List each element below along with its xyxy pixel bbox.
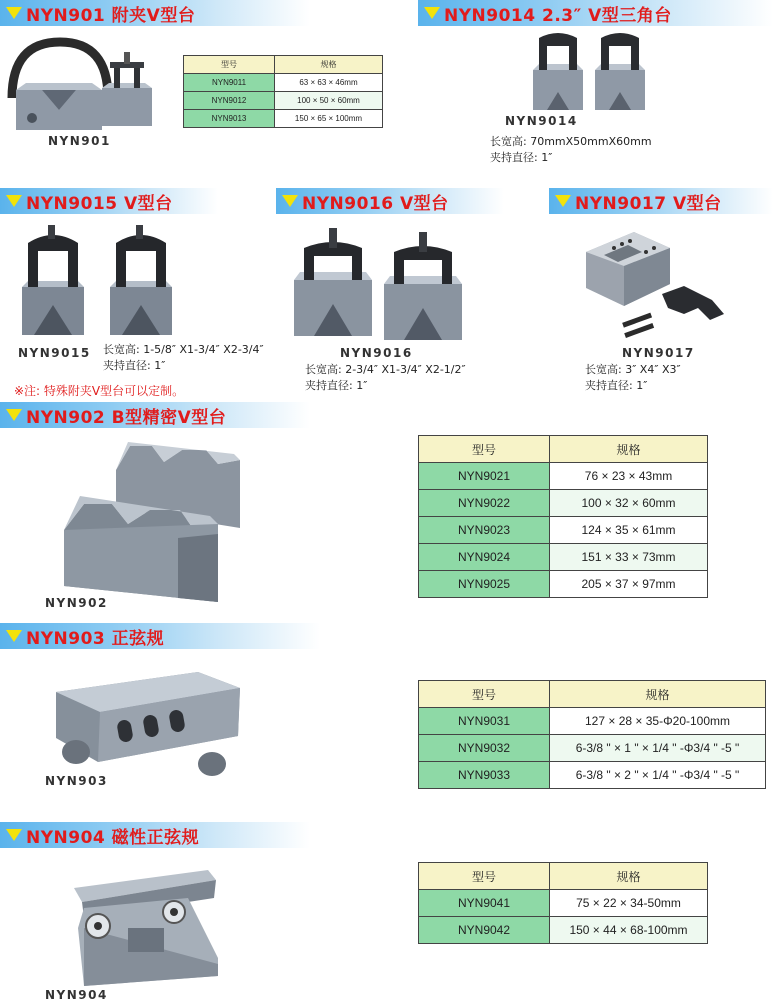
spec-clamp-diameter: 夹持直径: 1″: [585, 379, 648, 392]
product-caption: NYN9014: [505, 114, 578, 128]
triangle-icon: [6, 7, 22, 19]
spec-clamp-diameter: 夹持直径: 1″: [305, 379, 368, 392]
section-title: NYN9016 V型台: [302, 193, 449, 214]
model-cell: NYN9023: [419, 517, 550, 544]
spec-cell: 150 × 65 × 100mm: [275, 110, 383, 128]
product-caption: NYN9016: [340, 346, 413, 360]
spec-table-nyn901: [183, 55, 383, 128]
section-title: NYN9017 V型台: [575, 193, 722, 214]
spec-header: 规格: [275, 56, 383, 74]
model-header: 型号: [419, 681, 550, 708]
section-title: NYN904 磁性正弦规: [26, 827, 200, 848]
table-row: [184, 74, 383, 92]
nyn901-product-image: [2, 38, 162, 133]
spec-text: [490, 134, 652, 166]
model-header: 型号: [419, 863, 550, 890]
spec-cell: 75 × 22 × 34-50mm: [550, 890, 708, 917]
table-row: [419, 762, 766, 789]
table-row: [419, 917, 708, 944]
model-cell: NYN9032: [419, 735, 550, 762]
spec-cell: 150 × 44 × 68-100mm: [550, 917, 708, 944]
table-row: [419, 544, 708, 571]
product-caption: NYN904: [45, 988, 108, 1002]
triangle-icon: [6, 195, 22, 207]
section-header-nyn903: [0, 623, 320, 649]
spec-text: [585, 362, 681, 394]
section-title: NYN9015 V型台: [26, 193, 173, 214]
table-row: [419, 571, 708, 598]
product-caption: NYN9015: [18, 346, 91, 360]
spec-cell: 63 × 63 × 46mm: [275, 74, 383, 92]
spec-table-nyn903: [418, 680, 766, 789]
nyn9014-product-image: [525, 30, 675, 115]
nyn904-product-image: [68, 868, 228, 988]
model-cell: NYN9013: [184, 110, 275, 128]
model-cell: NYN9011: [184, 74, 275, 92]
product-caption: NYN903: [45, 774, 108, 788]
spec-cell: 124 × 35 × 61mm: [550, 517, 708, 544]
table-header-row: [184, 56, 383, 74]
spec-header: 规格: [550, 863, 708, 890]
spec-dimensions: 长宽高: 70mmX50mmX60mm: [490, 135, 652, 148]
model-cell: NYN9022: [419, 490, 550, 517]
table-row: [419, 735, 766, 762]
section-title: NYN903 正弦规: [26, 628, 165, 649]
table-row: [419, 463, 708, 490]
section-header-nyn902: [0, 402, 310, 428]
spec-cell: 205 × 37 × 97mm: [550, 571, 708, 598]
nyn9016-product-image: [290, 228, 470, 340]
spec-cell: 76 × 23 × 43mm: [550, 463, 708, 490]
triangle-icon: [424, 7, 440, 19]
table-header-row: [419, 436, 708, 463]
model-cell: NYN9024: [419, 544, 550, 571]
model-header: 型号: [419, 436, 550, 463]
spec-header: 规格: [550, 436, 708, 463]
model-cell: NYN9021: [419, 463, 550, 490]
model-cell: NYN9031: [419, 708, 550, 735]
spec-dimensions: 长宽高: 2-3/4″ X1-3/4″ X2-1/2″: [305, 363, 466, 376]
spec-clamp-diameter: 夹持直径: 1″: [490, 151, 553, 164]
model-cell: NYN9012: [184, 92, 275, 110]
nyn902-product-image: [58, 438, 253, 603]
table-row: [419, 517, 708, 544]
spec-cell: 127 × 28 × 35-Φ20-100mm: [550, 708, 766, 735]
triangle-icon: [6, 630, 22, 642]
spec-clamp-diameter: 夹持直径: 1″: [103, 359, 166, 372]
spec-table-nyn904: [418, 862, 708, 944]
triangle-icon: [6, 409, 22, 421]
spec-text: [305, 362, 466, 394]
triangle-icon: [282, 195, 298, 207]
section-header-nyn9017: [549, 188, 773, 214]
section-header-nyn9016: [276, 188, 504, 214]
nyn9015-product-image: [12, 225, 187, 340]
spec-cell: 151 × 33 × 73mm: [550, 544, 708, 571]
spec-dimensions: 长宽高: 1-5/8″ X1-3/4″ X2-3/4″: [103, 343, 264, 356]
table-row: [184, 92, 383, 110]
section-header-nyn9014: [418, 0, 773, 26]
table-row: [419, 708, 766, 735]
table-header-row: [419, 681, 766, 708]
section-title: NYN902 B型精密V型台: [26, 407, 227, 428]
table-row: [419, 890, 708, 917]
custom-order-note: ※注: 特殊附夹V型台可以定制。: [14, 384, 185, 398]
table-header-row: [419, 863, 708, 890]
spec-cell: 6-3/8 " × 1 " × 1/4 " -Φ3/4 " -5 ": [550, 735, 766, 762]
nyn9017-product-image: [584, 222, 734, 342]
section-title: NYN901 附夹V型台: [26, 5, 196, 26]
model-cell: NYN9041: [419, 890, 550, 917]
product-caption: NYN9017: [622, 346, 695, 360]
model-cell: NYN9033: [419, 762, 550, 789]
product-caption: NYN901: [48, 134, 111, 148]
spec-cell: 100 × 32 × 60mm: [550, 490, 708, 517]
spec-dimensions: 长宽高: 3″ X4″ X3″: [585, 363, 681, 376]
section-header-nyn9015: [0, 188, 218, 214]
spec-text: [103, 342, 264, 374]
triangle-icon: [6, 829, 22, 841]
table-row: [184, 110, 383, 128]
product-caption: NYN902: [45, 596, 108, 610]
section-header-nyn901: [0, 0, 310, 26]
section-title: NYN9014 2.3″ V型三角台: [444, 5, 672, 26]
model-cell: NYN9042: [419, 917, 550, 944]
spec-header: 规格: [550, 681, 766, 708]
spec-cell: 100 × 50 × 60mm: [275, 92, 383, 110]
section-header-nyn904: [0, 822, 310, 848]
spec-cell: 6-3/8 " × 2 " × 1/4 " -Φ3/4 " -5 ": [550, 762, 766, 789]
table-row: [419, 490, 708, 517]
model-cell: NYN9025: [419, 571, 550, 598]
triangle-icon: [555, 195, 571, 207]
model-header: 型号: [184, 56, 275, 74]
nyn903-product-image: [48, 666, 248, 781]
spec-table-nyn902: [418, 435, 708, 598]
